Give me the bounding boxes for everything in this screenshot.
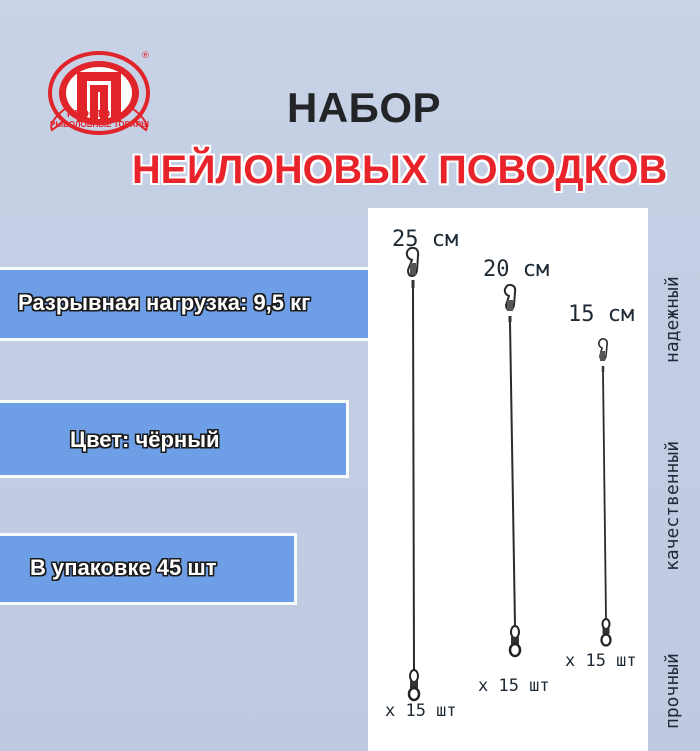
feature-box-color — [0, 403, 346, 475]
leader-20-icon — [505, 285, 520, 656]
leader-length-label: 20 см — [483, 257, 550, 282]
feature-box-pack — [0, 536, 294, 602]
leader-length-label: 25 см — [392, 227, 459, 252]
quality-text: качественный — [662, 440, 683, 571]
feature-text: Разрывная нагрузка: 9,5 кг — [18, 290, 311, 315]
feature-text: В упаковке 45 шт — [30, 555, 217, 580]
quality-text: прочный — [662, 653, 683, 729]
leader-quantity-label: x 15 шт — [565, 651, 637, 671]
svg-text:®: ® — [141, 51, 150, 61]
leader-quantity-label: x 15 шт — [478, 676, 550, 696]
quality-text: надежный — [662, 276, 683, 363]
title-line1: НАБОР — [287, 84, 442, 131]
leader-25-icon — [407, 248, 419, 700]
brand-tagline: РЫБОЛОВНЫЕ ТОВАРЫ — [50, 120, 149, 129]
feature-text: Цвет: чёрный — [70, 427, 220, 452]
leader-length-label: 15 см — [568, 302, 635, 327]
brand-name: ПРОСТО — [67, 109, 111, 120]
feature-box-breaking-load — [0, 270, 380, 338]
title-line2: НЕЙЛОНОВЫХ ПОВОДКОВ — [132, 148, 668, 192]
leader-15-icon — [599, 339, 611, 646]
leader-quantity-label: x 15 шт — [385, 701, 457, 721]
